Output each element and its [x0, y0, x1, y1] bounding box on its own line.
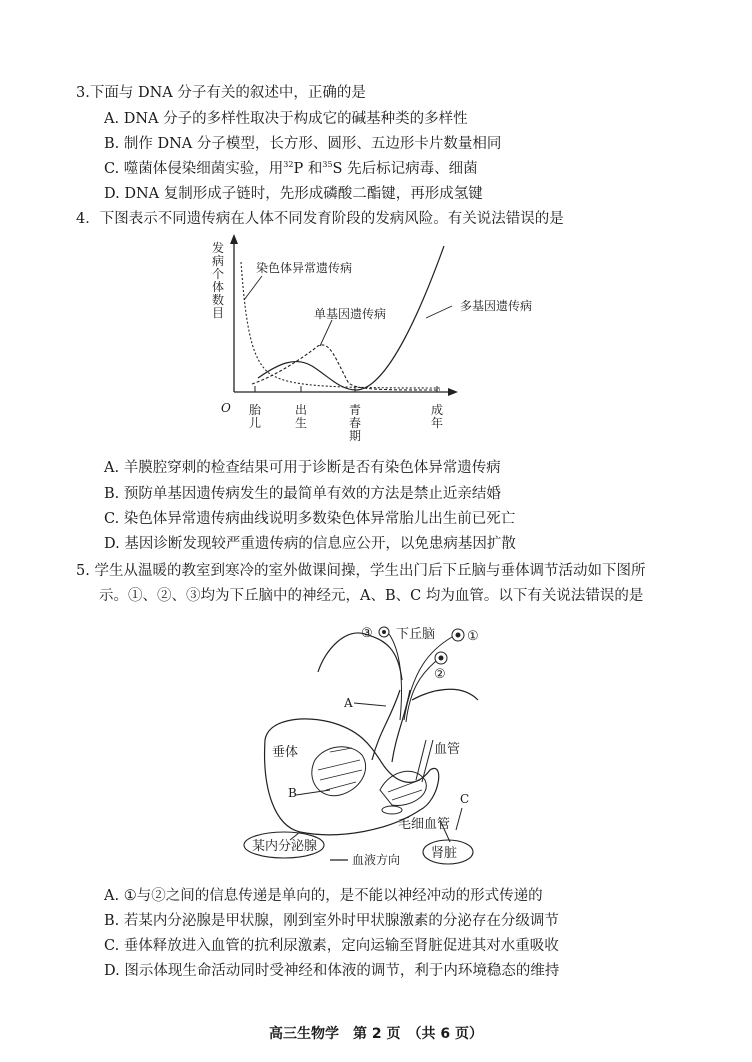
q4-stem: 4．下图表示不同遗传病在人体不同发育阶段的发病风险。有关说法错误的是	[76, 211, 564, 227]
q5-hypothalamus-pituitary-diagram	[0, 615, 752, 885]
y-axis-label-4: 体	[212, 280, 225, 294]
origin-label: O	[221, 401, 231, 415]
y-axis-label-5: 数	[212, 293, 225, 307]
x-tick-puberty-2: 春	[349, 416, 362, 430]
x-tick-fetus-2: 儿	[249, 416, 262, 430]
q5-option-b: B. 若某内分泌腺是甲状腺，刚到室外时甲状腺激素的分泌存在分级调节	[104, 913, 559, 929]
y-axis-label-2: 病	[212, 254, 225, 268]
q5-option-d: D. 图示体现生命活动同时受神经和体液的调节，利于内环境稳态的维持	[104, 963, 560, 979]
q4-disease-risk-chart	[0, 228, 752, 458]
neuron-2-label: ②	[434, 667, 446, 682]
single-gene-disease-curve	[252, 345, 440, 390]
single-gene-disease-label: 单基因遗传病	[314, 307, 387, 321]
q4-option-d: D. 基因诊断发现较严重遗传病的信息应公开，以免患病基因扩散	[104, 536, 516, 552]
neuron-1-label: ①	[467, 629, 479, 644]
q3-option-c: C. 噬菌体侵染细菌实验，用$^{32}$P 和$^{35}$S 先后标记病毒、细菌	[104, 160, 478, 177]
pituitary-label: 垂体	[272, 745, 299, 760]
y-axis-label-1: 发	[212, 241, 225, 255]
x-tick-fetus-1: 胎	[249, 403, 262, 417]
capillary-label: 毛细血管	[398, 817, 451, 832]
vessel-label: 血管	[434, 742, 461, 757]
q5-stem-line1: 5. 学生从温暖的教室到寒冷的室外做课间操，学生出门后下丘脑与垂体调节活动如下图所	[76, 563, 646, 579]
kidney-label: 肾脏	[431, 846, 458, 861]
y-axis-label-3: 个	[212, 267, 225, 281]
x-tick-adult-1: 成	[431, 403, 444, 417]
q3-option-b: B. 制作 DNA 分子模型，长方形、圆形、五边形卡片数量相同	[104, 136, 502, 152]
page-footer: 高三生物学 第 2 页 （共 6 页）	[269, 1026, 483, 1042]
y-axis-label-6: 目	[212, 306, 225, 320]
q4-option-c: C. 染色体异常遗传病曲线说明多数染色体异常胎儿出生前已死亡	[104, 511, 516, 527]
x-tick-birth-1: 出	[295, 403, 308, 417]
q5-stem-line2: 示。①、②、③均为下丘脑中的神经元，A、B、C 均为血管。以下有关说法错误的是	[99, 588, 644, 604]
q3-stem: 3.下面与 DNA 分子有关的叙述中，正确的是	[76, 85, 366, 101]
neuron-3-label: ③	[361, 626, 373, 641]
x-tick-adult-2: 年	[431, 416, 444, 430]
q4-option-a: A. 羊膜腔穿刺的检查结果可用于诊断是否有染色体异常遗传病	[104, 460, 501, 476]
vessel-c-label: C	[460, 792, 470, 806]
q4-option-b: B. 预防单基因遗传病发生的最简单有效的方法是禁止近亲结婚	[104, 486, 501, 502]
q5-option-a: A. ①与②之间的信息传递是单向的，是不能以神经冲动的形式传递的	[104, 888, 543, 904]
endocrine-gland-label: 某内分泌腺	[252, 839, 318, 854]
multi-gene-disease-label: 多基因遗传病	[460, 299, 533, 313]
hypothalamus-label: 下丘脑	[396, 627, 436, 642]
q3-option-d: D. DNA 复制形成子链时，先形成磷酸二酯键，再形成氢键	[104, 186, 483, 202]
x-tick-birth-2: 生	[295, 416, 308, 430]
x-tick-puberty-1: 青	[349, 403, 362, 417]
vessel-a-label: A	[344, 696, 353, 710]
x-tick-puberty-3: 期	[349, 429, 362, 443]
q3-option-a: A. DNA 分子的多样性取决于构成它的碱基种类的多样性	[104, 111, 468, 127]
vessel-b-label: B	[288, 786, 297, 800]
q5-option-c: C. 垂体释放进入血管的抗利尿激素，定向运输至肾脏促进其对水重吸收	[104, 938, 559, 954]
chromosome-disease-label: 染色体异常遗传病	[256, 261, 353, 275]
blood-direction-label: 血液方向	[352, 853, 401, 867]
